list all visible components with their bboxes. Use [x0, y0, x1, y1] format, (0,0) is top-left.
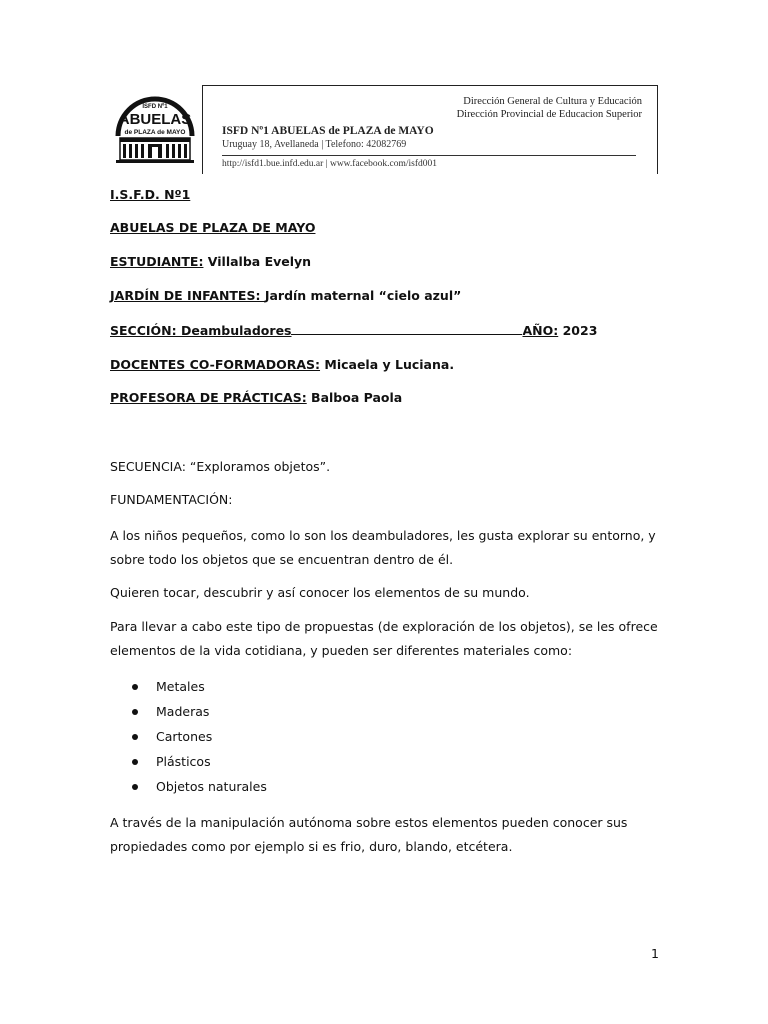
institution-logo [112, 94, 198, 168]
paragraph-4: A través de la manipulación autónoma sobre estos elementos pueden conocer sus propiedades como por ejemplo si es frio, duro, blando, etcétera. [110, 815, 628, 854]
isfd-heading: I.S.F.D. Nº1 [110, 187, 191, 202]
profesora-value: Balboa Paola [306, 390, 403, 405]
document-header [112, 82, 658, 174]
institution-name: ISFD Nº1 ABUELAS de PLAZA de MAYO [222, 125, 434, 137]
profesora-field [110, 388, 402, 408]
list-item: Cartones [110, 727, 267, 752]
jardin-value: Jardín maternal “cielo azul” [264, 288, 462, 303]
paragraph-2: Quieren tocar, descubrir y así conocer los elementos de su mundo. [110, 585, 530, 600]
logo-seal-icon [112, 94, 198, 168]
abuelas-heading: ABUELAS DE PLAZA DE MAYO [110, 220, 316, 235]
direccion-general: Dirección General de Cultura y Educación [463, 96, 642, 107]
estudiante-value: Villalba Evelyn [203, 254, 312, 269]
estudiante-field [110, 252, 311, 272]
fundamentacion-heading: FUNDAMENTACIÓN: [110, 492, 233, 507]
secuencia-line: SECUENCIA: “Exploramos objetos”. [110, 459, 331, 474]
list-item: Objetos naturales [110, 777, 267, 802]
svg-text:ISFD Nº1: ISFD Nº1 [142, 104, 168, 110]
paragraph-1: A los niños pequeños, como lo son los deambuladores, les gusta explorar su entorno, y sobre todo los objetos que se encuentran dentro de él. [110, 528, 656, 567]
seccion-field [110, 321, 597, 341]
jardin-label: JARDÍN DE INFANTES: [110, 288, 265, 303]
blank-line [291, 322, 522, 335]
jardin-field [110, 286, 461, 306]
institution-web: http://isfd1.bue.infd.edu.ar | www.facebook.com/isfd001 [222, 159, 437, 169]
estudiante-label: ESTUDIANTE: [110, 254, 204, 269]
svg-text:de PLAZA de MAYO: de PLAZA de MAYO [124, 129, 186, 136]
profesora-label: PROFESORA DE PRÁCTICAS: [110, 390, 307, 405]
institution-address: Uruguay 18, Avellaneda | Telefono: 42082769 [222, 139, 407, 150]
paragraph-3: Para llevar a cabo este tipo de propuestas (de exploración de los objetos), se les ofrece elementos de la vida cotidiana, y pueden ser diferentes materiales como: [110, 619, 658, 658]
docentes-value: Micaela y Luciana. [320, 357, 455, 372]
list-item: Metales [110, 677, 267, 702]
anio-value: 2023 [558, 323, 598, 338]
direccion-provincial: Dirección Provincial de Educacion Superior [456, 109, 642, 120]
docentes-label: DOCENTES CO-FORMADORAS: [110, 357, 321, 372]
page-number: 1 [651, 946, 659, 961]
list-item: Plásticos [110, 752, 267, 777]
svg-text:ABUELAS: ABUELAS [118, 111, 192, 128]
list-item: Maderas [110, 702, 267, 727]
docentes-field [110, 355, 454, 375]
header-divider [222, 155, 636, 156]
seccion-label: SECCIÓN: [110, 323, 181, 338]
seccion-value: Deambuladores [180, 323, 292, 338]
anio-label: AÑO: [522, 323, 559, 338]
materials-list [110, 677, 267, 802]
